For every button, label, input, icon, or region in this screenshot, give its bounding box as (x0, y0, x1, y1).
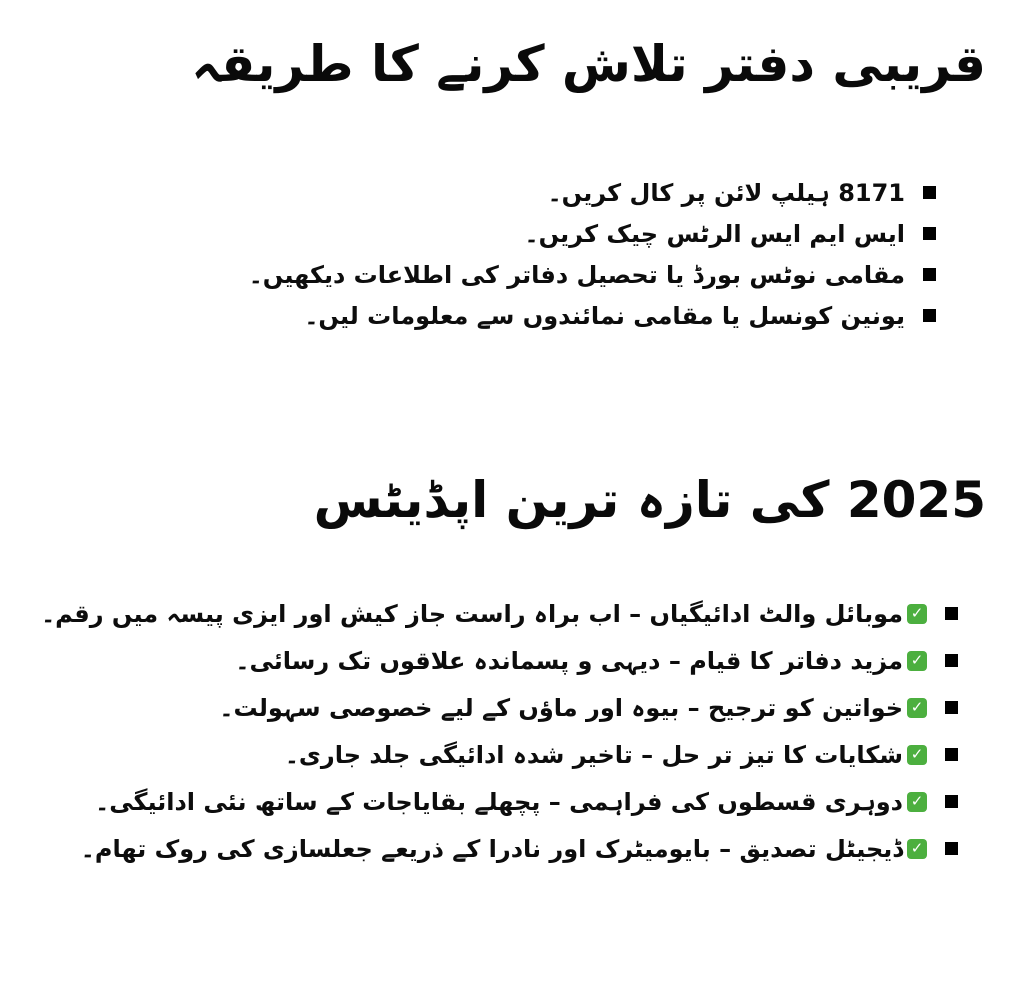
list-item-text: مقامی نوٹس بورڈ یا تحصیل دفاتر کی اطلاعات دیکھیں۔ (248, 260, 905, 289)
list-item (41, 590, 958, 637)
square-bullet-icon (945, 795, 958, 808)
list-item-text: ڈیجیٹل تصدیق – بایومیٹرک اور نادرا کے ذریعے جعلسازی کی روک تھام۔ (80, 834, 903, 863)
list-item (249, 213, 936, 254)
list-item (41, 637, 958, 684)
square-bullet-icon (923, 268, 936, 281)
check-mark-icon: ✓ (907, 604, 927, 624)
square-bullet-icon (945, 842, 958, 855)
square-bullet-icon (923, 186, 936, 199)
updates-list (41, 590, 958, 872)
heading-latest-updates: 2025 کی تازہ ترین اپڈیٹس (313, 471, 986, 529)
list-item-text: خواتین کو ترجیح – بیوہ اور ماؤں کے لیے خصوصی سہولت۔ (219, 693, 903, 722)
check-mark-icon: ✓ (907, 839, 927, 859)
square-bullet-icon (945, 701, 958, 714)
list-item-text: شکایات کا تیز تر حل – تاخیر شدہ ادائیگی جلد جاری۔ (284, 740, 903, 769)
office-steps-list (249, 172, 936, 336)
check-mark-icon: ✓ (907, 745, 927, 765)
check-mark-icon: ✓ (907, 698, 927, 718)
square-bullet-icon (923, 309, 936, 322)
list-item-text: دوہری قسطوں کی فراہمی – پچھلے بقایاجات کے ساتھ نئی ادائیگی۔ (95, 787, 903, 816)
list-item-text: یونین کونسل یا مقامی نمائندوں سے معلومات لیں۔ (304, 301, 905, 330)
square-bullet-icon (945, 607, 958, 620)
square-bullet-icon (945, 748, 958, 761)
list-item (41, 684, 958, 731)
list-item-text: موبائل والٹ ادائیگیاں – اب براہ راست جاز کیش اور ایزی پیسہ میں رقم۔ (41, 599, 903, 628)
list-item (249, 295, 936, 336)
list-item-text: مزید دفاتر کا قیام – دیہی و پسماندہ علاقوں تک رسائی۔ (235, 646, 903, 675)
check-mark-icon: ✓ (907, 792, 927, 812)
list-item (41, 778, 958, 825)
heading-find-nearest-office: قریبی دفتر تلاش کرنے کا طریقہ (191, 35, 986, 93)
list-item-text: ایس ایم ایس الرٹس چیک کریں۔ (524, 219, 905, 248)
list-item (41, 731, 958, 778)
square-bullet-icon (945, 654, 958, 667)
square-bullet-icon (923, 227, 936, 240)
list-item (249, 254, 936, 295)
list-item (249, 172, 936, 213)
list-item-text: 8171 ہیلپ لائن پر کال کریں۔ (547, 178, 905, 207)
check-mark-icon: ✓ (907, 651, 927, 671)
list-item (41, 825, 958, 872)
